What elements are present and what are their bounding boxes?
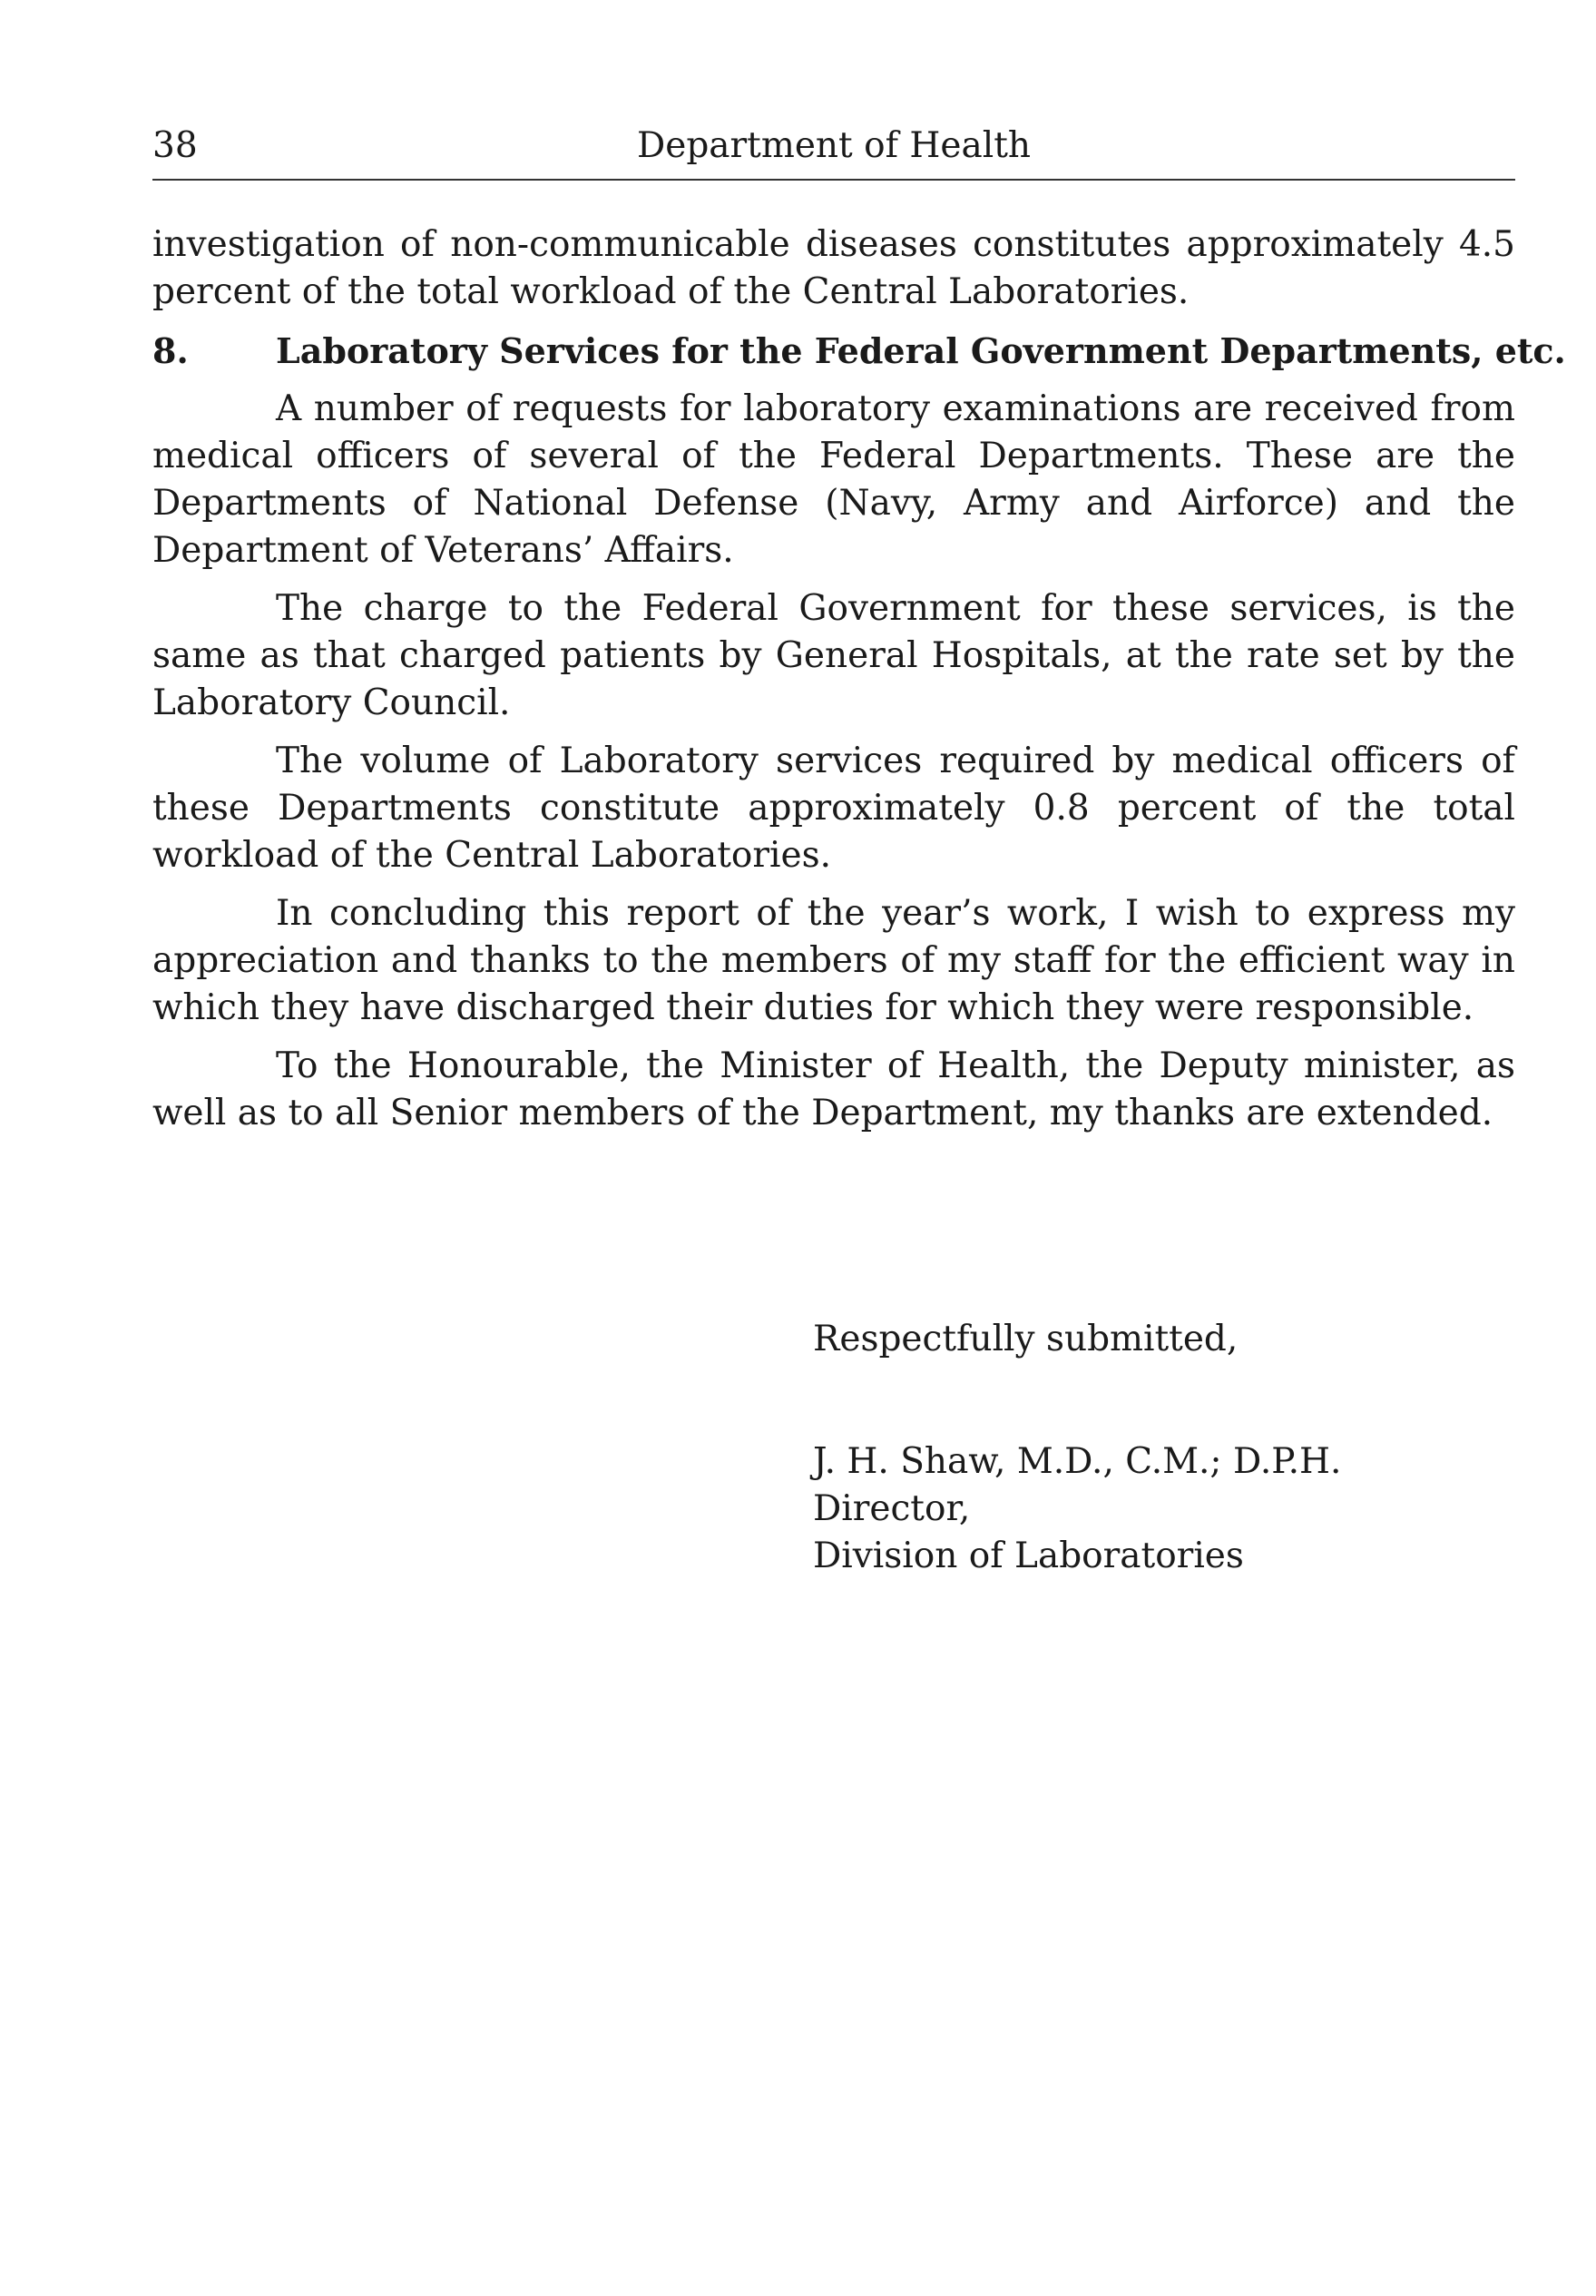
paragraph-requests: A number of requests for laboratory examinations are received from medical officers of several of the Federal Departments. These are the Departments of National Defense (Navy, Army and Airforce) and the Department of Veterans’ Affairs. <box>152 388 1515 571</box>
signatory-title: Director, <box>813 1488 971 1529</box>
paragraph-volume: The volume of Laboratory services required by medical officers of these Departments constitute approximately 0.8 percent of the total workload of the Central Laboratories. <box>152 741 1515 876</box>
continuation-paragraph: investigation of non-communicable diseases constitutes approximately 4.5 percent of the total workload of the Central Laboratories. <box>152 224 1515 312</box>
running-title: Department of Health <box>636 125 1032 166</box>
closing-salutation: Respectfully submitted, <box>813 1319 1239 1359</box>
body-text <box>152 221 1566 1148</box>
paragraph-thanks: To the Honourable, the Minister of Health, the Deputy minister, as well as to all Senior members of the Department, my thanks are extended. <box>152 1045 1515 1133</box>
signatory-name: J. H. Shaw, M.D., C.M.; D.P.H. <box>813 1441 1342 1482</box>
paragraph-concluding: In concluding this report of the year’s work, I wish to express my appreciation and thanks to the members of my staff for the efficient way in which they have discharged their duties for which they were responsible. <box>152 893 1515 1028</box>
signatory-division: Division of Laboratories <box>813 1536 1244 1576</box>
header-rule <box>152 179 1515 181</box>
paragraph-charge: The charge to the Federal Government for these services, is the same as that charged patients by General Hospitals, at the rate set by the Laboratory Council. <box>152 588 1515 723</box>
section-heading <box>152 328 1566 375</box>
page-number: 38 <box>152 125 198 166</box>
signature-block <box>813 1438 1341 1580</box>
section-number: 8. <box>152 330 189 371</box>
section-title: Laboratory Services for the Federal Government Departments, etc. <box>276 330 1566 371</box>
running-head <box>152 123 1515 169</box>
